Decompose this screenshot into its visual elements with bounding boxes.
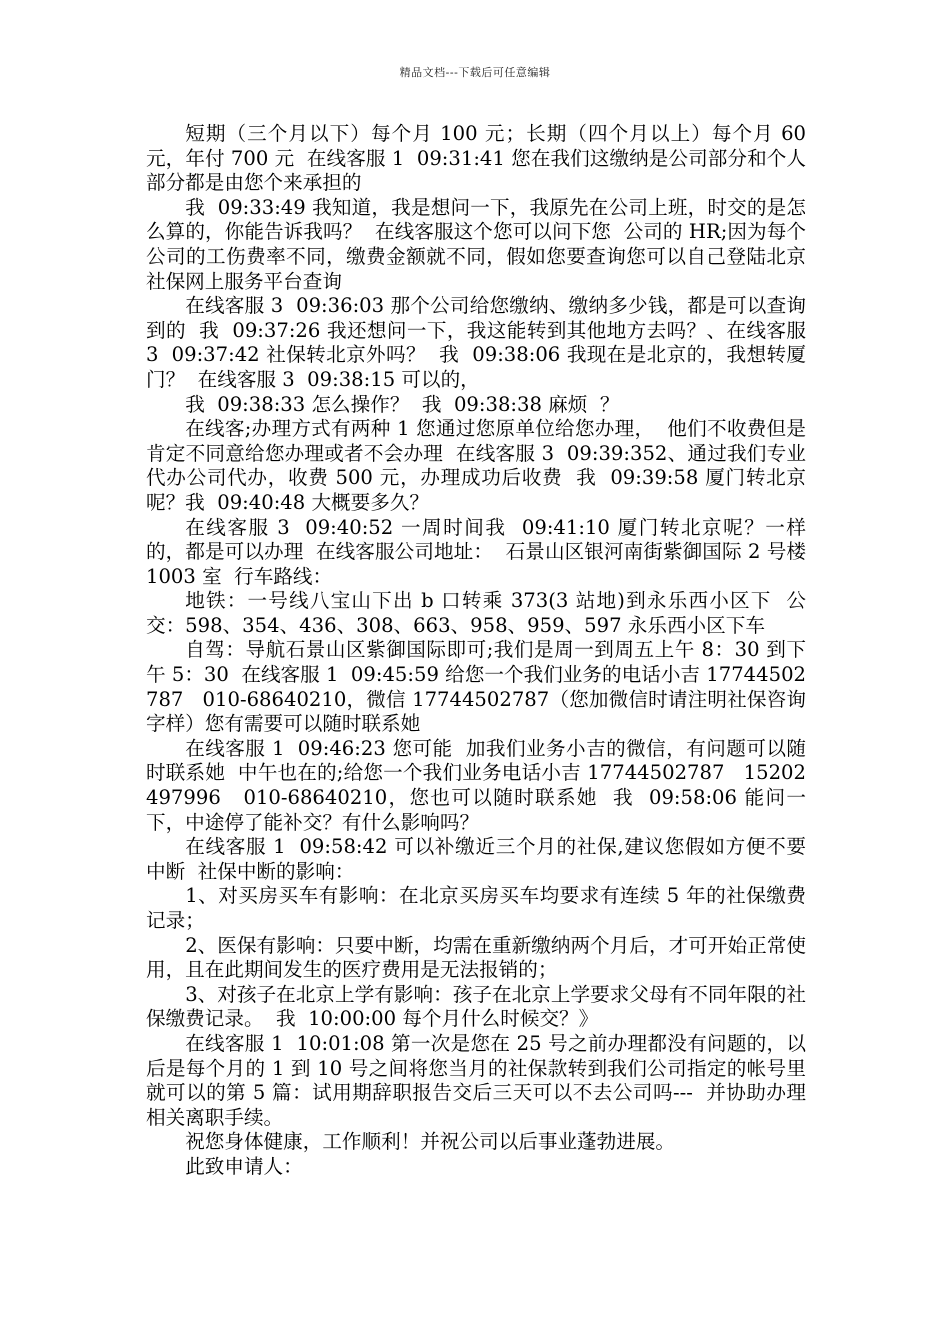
paragraph: 我 09:33:49 我知道，我是想问一下，我原先在公司上班，时交的是怎么算的，你能告诉我吗？ 在线客服这个您可以问下您 公司的 HR;因为每个公司的工伤费率不同，缴费金额就不同，假如您要查询您可以自己登陆北京社保网上服务平台查询 (146, 195, 806, 293)
paragraph: 在线客服 3 09:40:52 一周时间我 09:41:10 厦门转北京呢？一样的，都是可以办理 在线客服公司地址： 石景山区银河南街紫御国际 2 号楼 1003 室 行车路线： (146, 515, 813, 588)
paragraph: 在线客;办理方式有两种 1 您通过您原单位给您办理， 他们不收费但是肯定不同意给您办理或者不会办理 在线客服 3 09:39:352、通过我们专业代办公司代办，收费 500 元，办理成功后收费 我 09:39:58 厦门转北京呢？我 09:40:48 大概要多久？ (146, 417, 806, 514)
paragraph: 在线客服 3 09:36:03 那个公司给您缴纳、缴纳多少钱，都是可以查询到的 我 09:37:26 我还想问一下，我这能转到其他地方去吗？、在线客服 3 09:37:42 社保转北京外吗？ 我 09:38:06 我现在是北京的，我想转厦门？ 在线客服 3 09:38:15 可以的， (146, 294, 813, 391)
paragraph: 自驾：导航石景山区紫御国际即可;我们是周一到周五上午 8：30 到下午 5：30 在线客服 1 09:45:59 给您一个我们业务的电话小吉 17744502787 010-68640210，微信 17744502787（您加微信时请注明社保咨询字样）您有需要可以随时联系她 (146, 638, 806, 736)
paragraph: 我 09:38:33 怎么操作？ 我 09:38:38 麻烦 ？ (185, 392, 620, 416)
paragraph: 地铁：一号线八宝山下出 b 口转乘 373(3 站地)到永乐西小区下 公交：598、354、436、308、663、958、959、597 永乐西小区下车 (146, 589, 806, 637)
paragraph: 此致申请人： (185, 1154, 303, 1178)
paragraph: 2、医保有影响：只要中断，均需在重新缴纳两个月后，才可开始正常使用，且在此期间发生的医疗费用是无法报销的； (146, 933, 806, 982)
paragraph: 在线客服 1 10:01:08 第一次是您在 25 号之前办理都没有问题的，以后是每个月的 1 到 10 号之间将您当月的社保款转到我们公司指定的帐号里就可以的第 5 篇：试用期辞职报告交后三天可以不去公司吗--- 并协助办理相关离职手续。 (146, 1031, 806, 1129)
paragraph: 祝您身体健康，工作顺利！并祝公司以后事业蓬勃进展。 (185, 1130, 676, 1154)
paragraph: 3、对孩子在北京上学有影响：孩子在北京上学要求父母有不同年限的社保缴费记录。 我 10:00:00 每个月什么时候交？》 (146, 982, 806, 1031)
paragraph: 在线客服 1 09:58:42 可以补缴近三个月的社保,建议您假如方便不要中断 社保中断的影响： (146, 835, 806, 883)
page-header: 精品文档---下载后可任意编辑 (399, 66, 551, 79)
paragraph: 在线客服 1 09:46:23 您可能 加我们业务小吉的微信，有问题可以随时联系她 中午也在的;给您一个我们业务电话小吉 17744502787 15202497996 010-68640210，您也可以随时联系她 我 09:58:06 能问一下，中途停了能补交？有什么影响吗？ (146, 736, 806, 834)
document-body (146, 122, 813, 1180)
paragraph: 1、对买房买车有影响：在北京买房买车均要求有连续 5 年的社保缴费记录； (146, 884, 806, 932)
paragraph: 短期（三个月以下）每个月 100 元；长期（四个月以上）每个月 60 元，年付 700 元 在线客服 1 09:31:41 您在我们这缴纳是公司部分和个人部分都是由您个来承担的 (146, 122, 813, 195)
